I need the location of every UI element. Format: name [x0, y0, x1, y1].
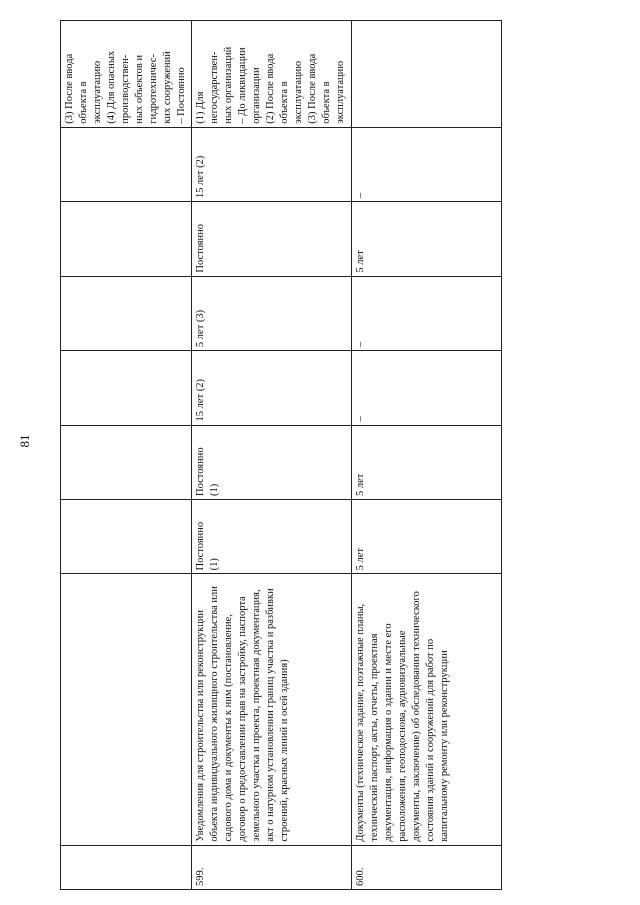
retention-period — [61, 127, 192, 201]
retention-period — [61, 202, 192, 276]
rotated-table-container — [60, 20, 450, 890]
document-name: Уведомления для строительства или реконструкции объекта индивидуального жилищного строительства или садового дома и документы к ним (постановление, договор о предоставлении прав на застройку, паспорта земельного участка и проекта, проектная документация, акт о натурном установлении границ участка и разбивки строений, красных линий и осей здания) — [192, 574, 352, 845]
row-number: 600. — [352, 845, 502, 889]
table-row — [352, 21, 502, 890]
retention-period: – — [352, 276, 502, 350]
notes-cell: (1) Для негосударствен- ных организаций – До ликвидации организации (2) После ввода объекта в эксплуатацию (3) После ввода объекта в эксплуатацию — [192, 21, 352, 128]
retention-period: 15 лет (2) — [192, 127, 352, 201]
document-name — [61, 574, 192, 845]
retention-period: – — [352, 351, 502, 425]
retention-period — [61, 499, 192, 573]
retention-period: 5 лет — [352, 425, 502, 499]
retention-period: Постоянно (1) — [192, 425, 352, 499]
retention-period: 5 лет (3) — [192, 276, 352, 350]
document-name: Документы (техническое задание, поэтажные планы, технический паспорт, акты, отчеты, проектная документация, информация о здании и месте его расположения, геоподоснова, аудиовизуальные документы, заключение) об обследовании технического состояния зданий и сооружений для работ по капитальному ремонту или реконструкции — [352, 574, 502, 845]
row-number: 599. — [192, 845, 352, 889]
table-row — [192, 21, 352, 890]
retention-period: Постоянно — [192, 202, 352, 276]
retention-period: Постоянно (1) — [192, 499, 352, 573]
retention-period: 5 лет — [352, 202, 502, 276]
retention-period: – — [352, 127, 502, 201]
retention-period: 15 лет (2) — [192, 351, 352, 425]
row-number — [61, 845, 192, 889]
page-number: 81 — [17, 434, 32, 448]
retention-period: 5 лет — [352, 499, 502, 573]
retention-period — [61, 351, 192, 425]
retention-period — [61, 276, 192, 350]
notes-cell — [352, 21, 502, 128]
retention-period — [61, 425, 192, 499]
notes-cell: (3) После ввода объекта в эксплуатацию (4) Для опасных производствен- ных объектов и гидротехничес- ких сооружений – Постоянно — [61, 21, 192, 128]
retention-table — [60, 20, 502, 890]
table-row — [61, 21, 192, 890]
